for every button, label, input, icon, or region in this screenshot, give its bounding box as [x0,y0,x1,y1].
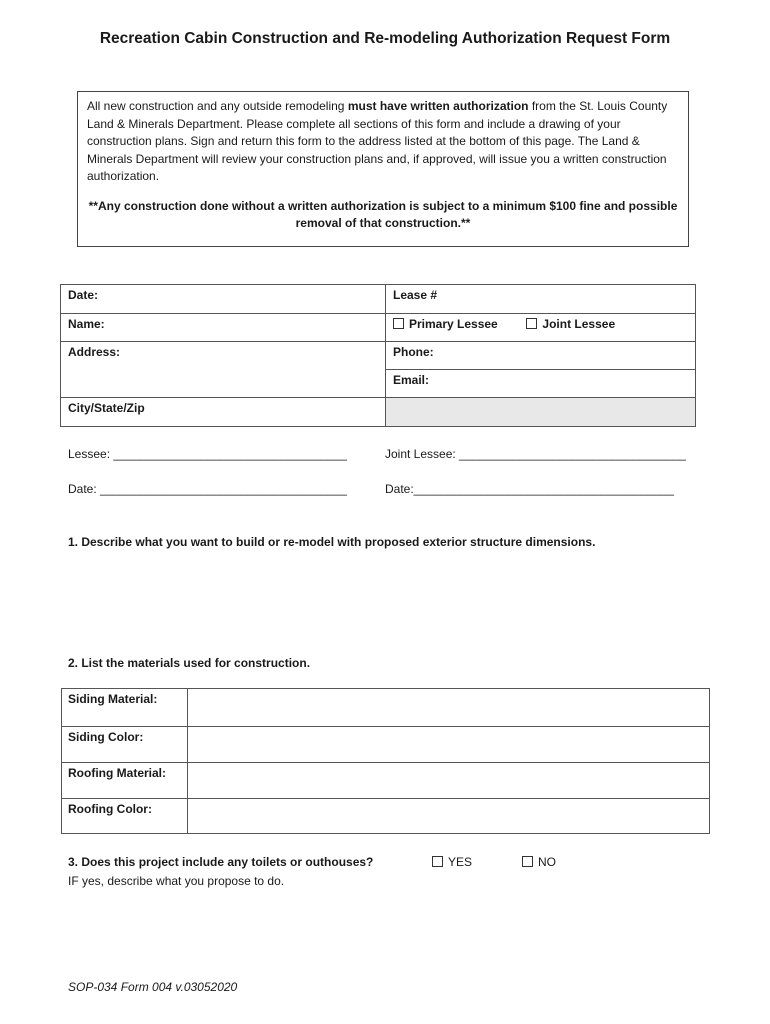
primary-lessee-checkbox[interactable]: Primary Lessee [393,317,498,331]
shaded-cell [386,398,696,427]
date-field[interactable]: Date: [61,285,386,314]
question-1: 1. Describe what you want to build or re-model with proposed exterior structure dimensions. [68,535,596,549]
no-checkbox[interactable]: NO [522,855,556,869]
checkbox-icon [522,856,533,867]
joint-lessee-checkbox[interactable]: Joint Lessee [526,317,615,331]
roofing-color-label: Roofing Color: [62,799,188,834]
form-title: Recreation Cabin Construction and Re-modeling Authorization Request Form [99,30,671,47]
roofing-material-input[interactable] [188,763,710,799]
form-footer-id: SOP-034 Form 004 v.03052020 [68,980,238,994]
question-3-answer-area[interactable] [68,894,708,968]
question-3-followup: IF yes, describe what you propose to do. [68,874,285,888]
roofing-color-input[interactable] [188,799,710,834]
siding-material-input[interactable] [188,689,710,727]
checkbox-icon [393,318,404,329]
city-state-zip-field[interactable]: City/State/Zip [61,398,386,427]
lessee-date-line[interactable]: Date: _____________________________________ [68,482,347,496]
siding-color-label: Siding Color: [62,727,188,763]
checkbox-icon [432,856,443,867]
materials-table [61,688,710,834]
siding-color-input[interactable] [188,727,710,763]
lease-field[interactable]: Lease # [386,285,696,314]
joint-lessee-date-line[interactable]: Date:_______________________________________ [385,482,674,496]
lessee-type-cell [386,314,696,342]
address-field[interactable]: Address: [61,342,386,398]
phone-field[interactable]: Phone: [386,342,696,370]
joint-lessee-signature-line[interactable]: Joint Lessee: __________________________________ [385,447,686,461]
applicant-info-table [60,284,696,427]
checkbox-icon [526,318,537,329]
lessee-signature-line[interactable]: Lessee: ___________________________________ [68,447,347,461]
question-1-answer-area[interactable] [68,556,708,642]
siding-material-label: Siding Material: [62,689,188,727]
roofing-material-label: Roofing Material: [62,763,188,799]
notice-warning: **Any construction done without a written authorization is subject to a minimum $100 fine and possible removal of that construction.** [88,198,678,230]
notice-text: All new construction and any outside remodeling must have written authorization from the St. Louis County Land & Minerals Department. Please complete all sections of this form and include a drawing of your construction plans. Sign and return this form to the address listed at the bottom of this page. The Land & Minerals Department will review your construction plans and, if approved, will issue you a written construction authorization. [87,99,668,183]
notice-box [77,91,689,247]
question-2: 2. List the materials used for construction. [68,656,311,670]
yes-checkbox[interactable]: YES [432,855,472,869]
name-field[interactable]: Name: [61,314,386,342]
email-field[interactable]: Email: [386,370,696,398]
question-3: 3. Does this project include any toilets or outhouses? [68,855,374,869]
